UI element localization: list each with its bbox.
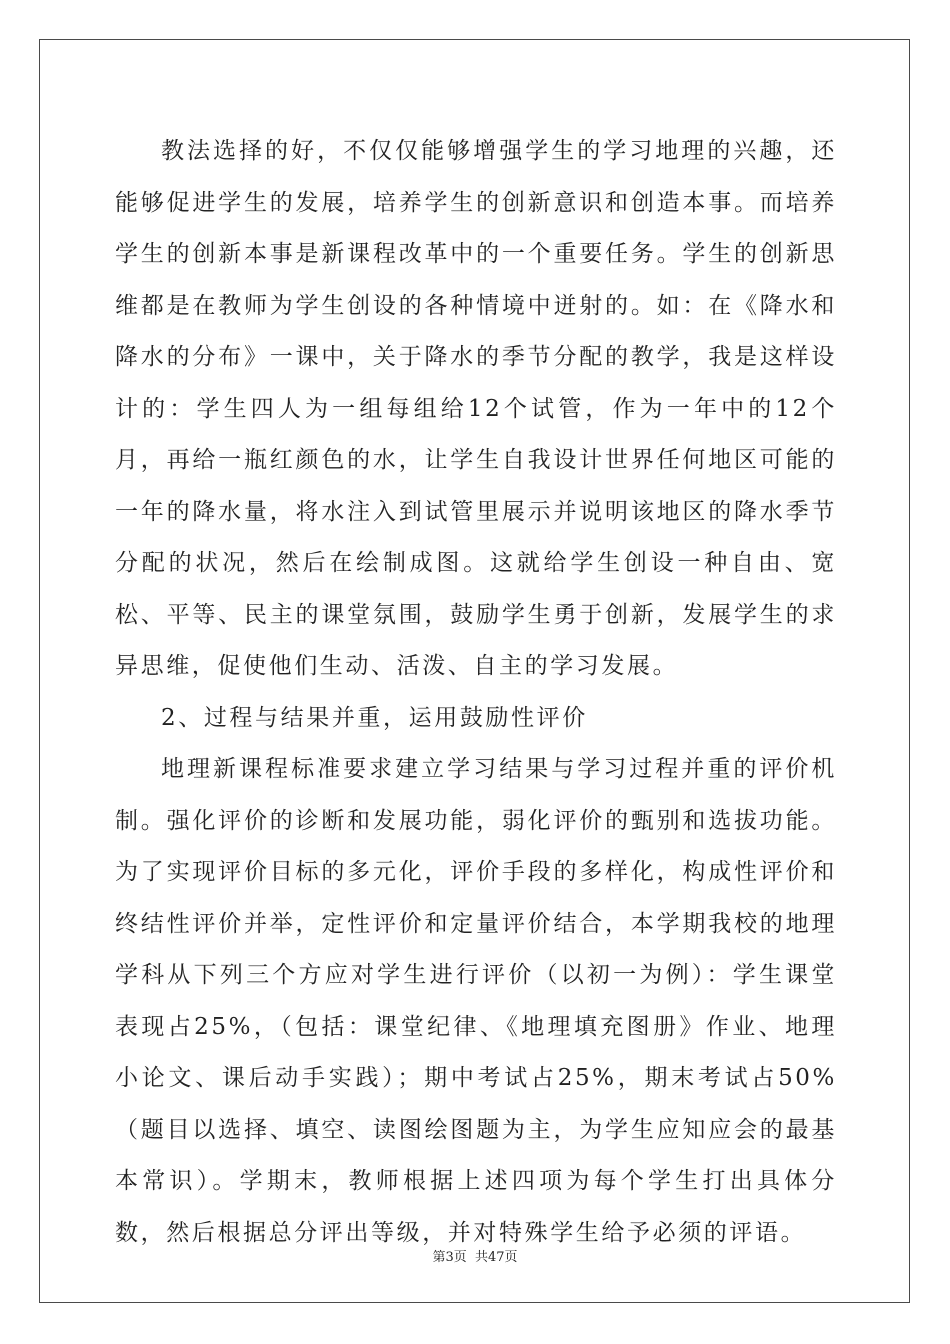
paragraph-evaluation-mechanism: 地理新课程标准要求建立学习结果与学习过程并重的评价机制。强化评价的诊断和发展功能，弱化评价的甄别和选拔功能。为了实现评价目标的多元化，评价手段的多样化，构成性评价和终结性评价并举，定性评价和定量评价结合，本学期我校的地理学科从下列三个方应对学生进行评价（以初一为例）：学生课堂表现占25%，（包括：课堂纪律、《地理填充图册》作业、地理小论文、课后动手实践）；期中考试占25%，期末考试占50%（题目以选择、填空、读图绘图题为主，为学生应知应会的最基本常识）。学期末，教师根据上述四项为每个学生打出具体分数，然后根据总分评出等级，并对特殊学生给予必须的评语。 — [115, 756, 837, 1246]
section-heading-evaluation: 2、过程与结果并重，运用鼓励性评价 — [161, 704, 588, 731]
paragraph-teaching-method: 教法选择的好，不仅仅能够增强学生的学习地理的兴趣，还能够促进学生的发展，培养学生的创新意识和创造本事。而培养学生的创新本事是新课程改革中的一个重要任务。学生的创新思维都是在教师为学生创设的各种情境中迸射的。如：在《降水和降水的分布》一课中，关于降水的季节分配的教学，我是这样设计的：学生四人为一组每组给12个试管，作为一年中的12个月，再给一瓶红颜色的水，让学生自我设计世界任何地区可能的一年的降水量，将水注入到试管里展示并说明该地区的降水季节分配的状况，然后在绘制成图。这就给学生创设一种自由、宽松、平等、民主的课堂氛围，鼓励学生勇于创新，发展学生的求异思维，促使他们生动、活泼、自主的学习发展。 — [115, 138, 837, 679]
page-footer: 第3页 共47页 — [432, 1250, 518, 1265]
document-body — [115, 126, 837, 1259]
